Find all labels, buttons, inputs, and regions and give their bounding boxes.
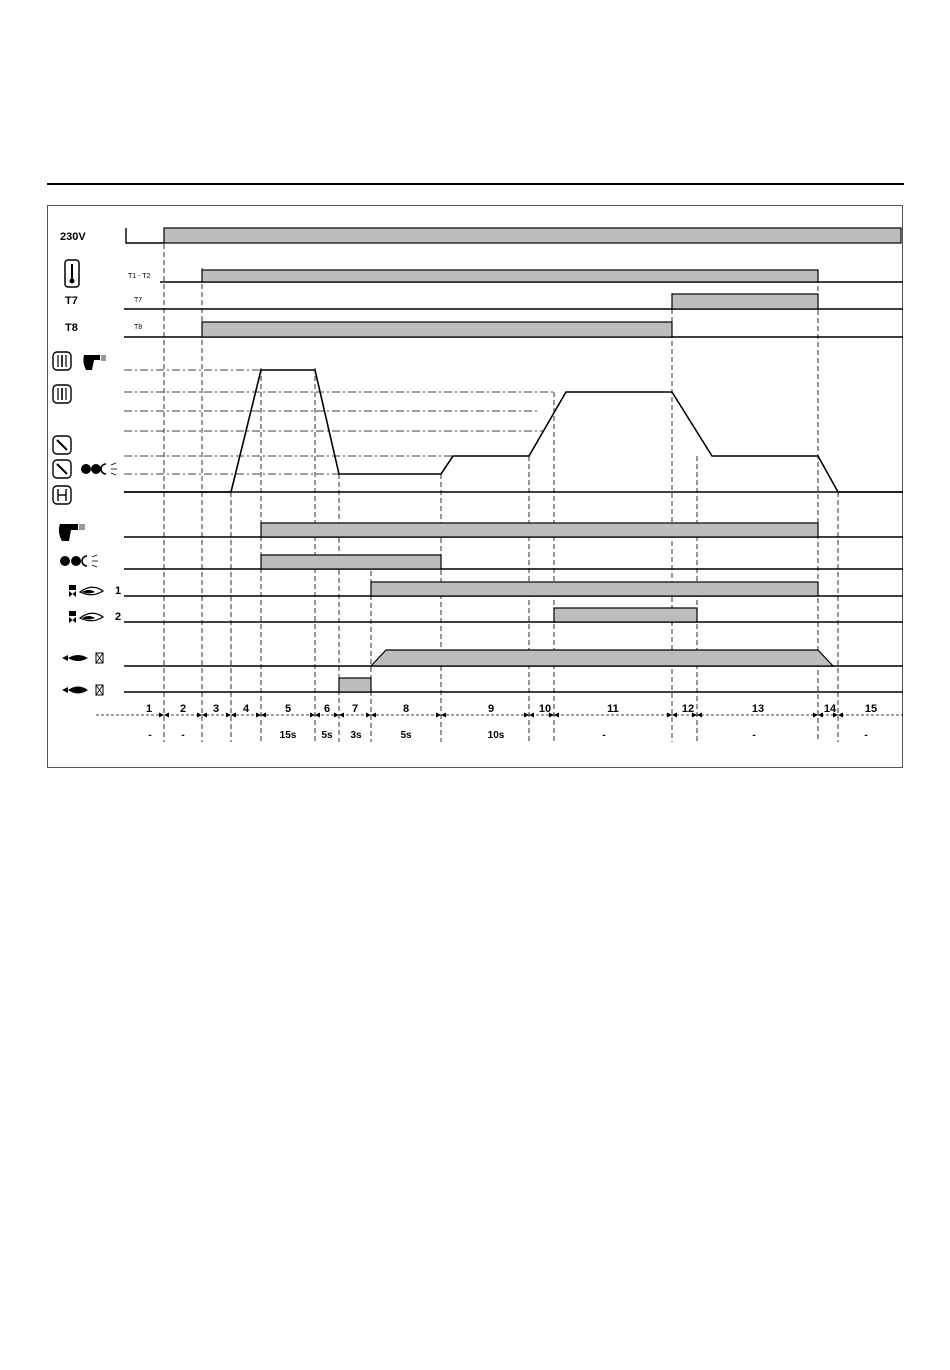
gas-valve-2-icon <box>69 611 103 623</box>
phase-duration: - <box>752 730 756 741</box>
phase-duration: 15s <box>279 730 297 741</box>
phase-duration: - <box>148 730 152 741</box>
phase-durations <box>148 730 867 741</box>
bar-ignition <box>261 555 441 569</box>
phase-number: 4 <box>242 703 250 715</box>
gas-valve-1-icon <box>69 585 103 597</box>
max-power-icon <box>53 352 71 370</box>
phase-number: 11 <box>607 703 619 715</box>
phase-number: 10 <box>538 703 552 715</box>
phase-number: 2 <box>179 703 187 715</box>
label-t1-t2-small: T1 - T2 <box>128 273 151 280</box>
phase-number: 1 <box>145 703 153 715</box>
phase-number: 15 <box>864 703 878 715</box>
phase-duration: - <box>864 730 868 741</box>
label-230v: 230V <box>60 231 86 243</box>
phase-number: 9 <box>487 703 495 715</box>
label-t8-small: T8 <box>134 324 143 331</box>
label-valve-2: 2 <box>115 611 122 623</box>
phase-number: 13 <box>751 703 765 715</box>
flame-detect-icon <box>62 653 103 663</box>
baseline-230v <box>126 228 164 243</box>
phase-duration: - <box>602 730 606 741</box>
blower-icon <box>59 524 85 541</box>
phase-number: 8 <box>402 703 410 715</box>
phase-number: 3 <box>212 703 220 715</box>
bar-230v <box>164 228 901 243</box>
bar-flame-start <box>339 678 371 692</box>
min-power-icon <box>53 385 71 403</box>
bar-t1t2 <box>202 270 818 282</box>
ignition-icon <box>53 460 117 478</box>
bar-t8 <box>202 322 672 337</box>
label-t7-small: T7 <box>134 297 143 304</box>
ignition-min-icon <box>53 436 71 454</box>
phase-number: 14 <box>823 703 837 715</box>
phase-number: 7 <box>351 703 359 715</box>
thermometer-icon <box>65 260 79 287</box>
ignition-transformer-icon <box>60 555 98 567</box>
flame-detect-start-icon <box>62 685 103 695</box>
phase-number: 6 <box>323 703 331 715</box>
phase-numbers <box>146 703 877 715</box>
phase-duration: 5s <box>321 730 333 741</box>
bar-valve-2 <box>554 608 697 622</box>
label-t7: T7 <box>65 295 78 307</box>
phase-duration: - <box>181 730 185 741</box>
label-t8: T8 <box>65 322 78 334</box>
bar-flame <box>371 650 833 666</box>
fan-max-icon <box>83 355 106 370</box>
power-level-guides <box>124 370 554 474</box>
phase-duration: 3s <box>350 730 362 741</box>
bar-t7 <box>672 294 818 309</box>
label-valve-1: 1 <box>115 585 122 597</box>
bar-fan <box>261 523 818 537</box>
phase-number: 5 <box>284 703 292 715</box>
off-icon <box>53 486 71 504</box>
bar-valve-1 <box>371 582 818 596</box>
phase-number: 12 <box>681 703 695 715</box>
phase-duration: 5s <box>400 730 412 741</box>
phase-duration: 10s <box>487 730 505 741</box>
